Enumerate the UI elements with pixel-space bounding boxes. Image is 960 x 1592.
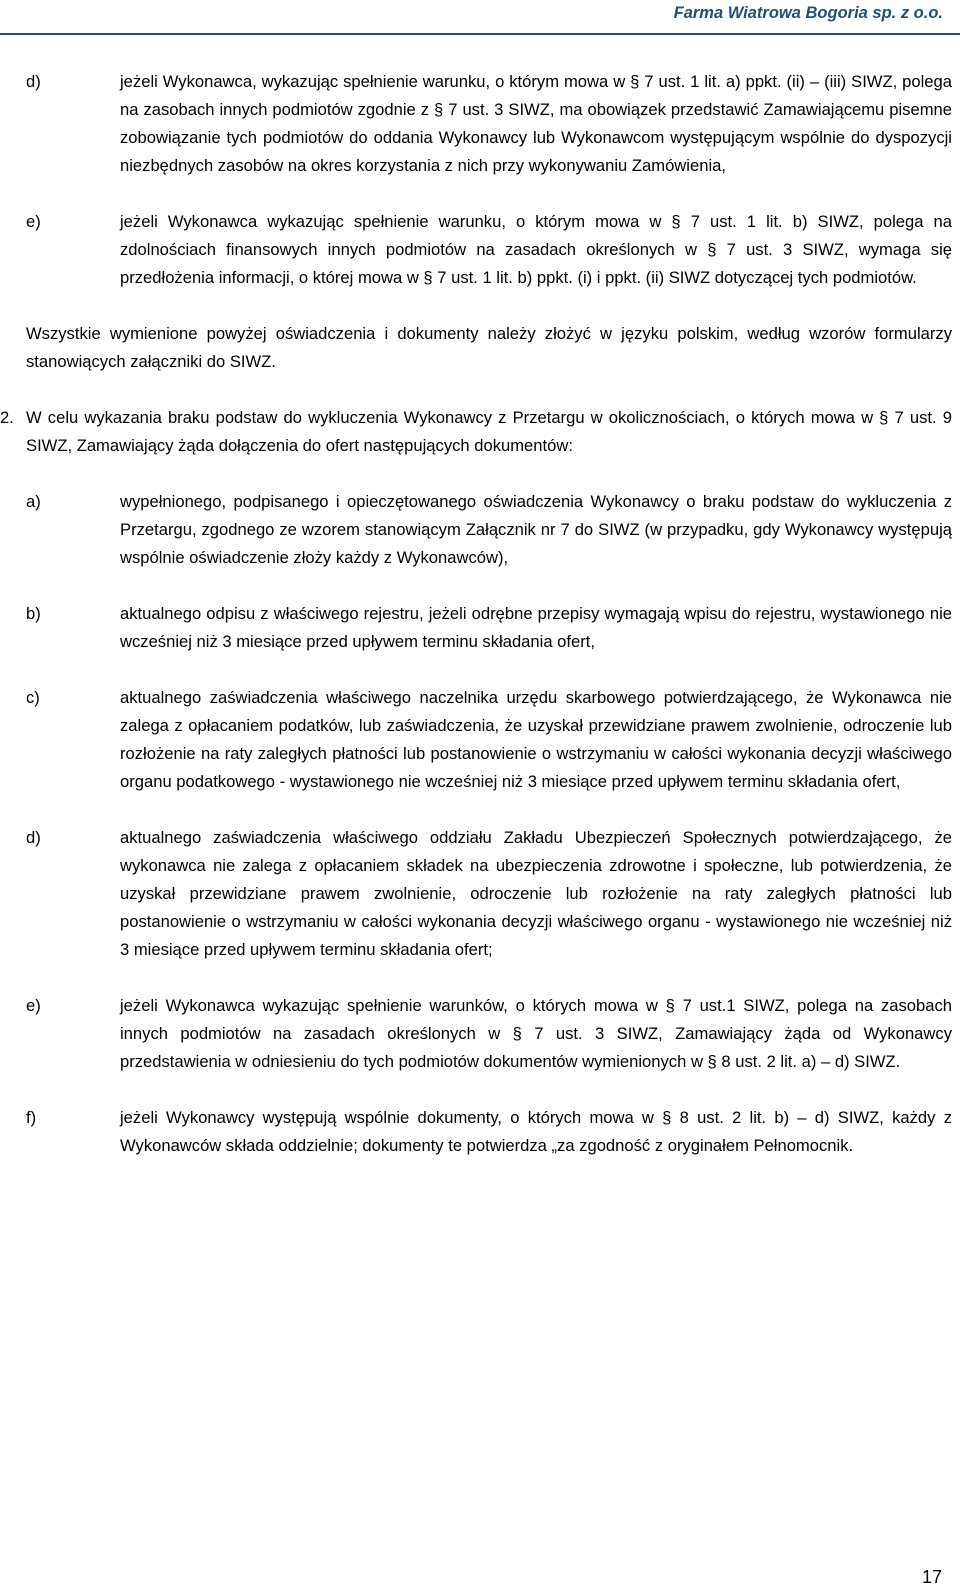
section-number: 2.	[0, 408, 14, 427]
list-item-b	[26, 600, 952, 656]
list-marker: f)	[26, 1108, 37, 1127]
list-item-c	[26, 684, 952, 796]
section-text: W celu wykazania braku podstaw do wykluczenia Wykonawcy z Przetargu w okolicznościach, o których mowa w § 7 ust. 9 SIWZ, Zamawiający żąda dołączenia do ofert następujących dokumentów:	[26, 408, 952, 455]
list-marker: d)	[26, 828, 41, 847]
list-marker: b)	[26, 604, 41, 623]
list-item-a	[26, 488, 952, 572]
list-marker: a)	[26, 492, 41, 511]
list-item-f	[26, 1104, 952, 1160]
list-item-d-top	[26, 68, 952, 180]
list-item-e-top	[26, 208, 952, 292]
list-marker: e)	[26, 212, 41, 231]
section-2	[0, 404, 952, 460]
list-item-text: aktualnego odpisu z właściwego rejestru, jeżeli odrębne przepisy wymagają wpisu do rejestru, wystawionego nie wcześniej niż 3 miesiące przed upływem terminu składania ofert,	[120, 604, 952, 651]
statements-language-paragraph: Wszystkie wymienione powyżej oświadczenia i dokumenty należy złożyć w języku polskim, według wzorów formularzy stanowiących załączniki do SIWZ.	[26, 324, 952, 371]
list-item-text: jeżeli Wykonawca wykazując spełnienie warunku, o którym mowa w § 7 ust. 1 lit. b) SIWZ, polega na zdolnościach finansowych innych podmiotów na zasadach określonych w § 7 ust. 3 SIWZ, wymaga się przedłożenia informacji, o której mowa w § 7 ust. 1 lit. b) ppkt. (i) i ppkt. (ii) SIWZ dotyczącej tych podmiotów.	[120, 212, 952, 287]
list-marker: e)	[26, 996, 41, 1015]
list-item-text: aktualnego zaświadczenia właściwego oddziału Zakładu Ubezpieczeń Społecznych potwierdzającego, że wykonawca nie zalega z opłacaniem składek na ubezpieczenia zdrowotne i społeczne, lub potwierdzenia, że uzyskał przewidziane prawem zwolnienie, odroczenie lub rozłożenie na raty zaległych płatności lub postanowienie o wstrzymaniu w całości wykonania decyzji właściwego organu - wystawionego nie wcześniej niż 3 miesiące przed upływem terminu składania ofert;	[120, 828, 952, 959]
page-number: 17	[921, 1567, 942, 1587]
header-divider	[0, 33, 960, 35]
list-item-text: jeżeli Wykonawca wykazując spełnienie warunków, o których mowa w § 7 ust.1 SIWZ, polega na zasobach innych podmiotów na zasadach określonych w § 7 ust. 3 SIWZ, Zamawiający żąda od Wykonawcy przedstawienia w odniesieniu do tych podmiotów dokumentów wymienionych w § 8 ust. 2 lit. a) – d) SIWZ.	[120, 996, 952, 1071]
list-item-e	[26, 992, 952, 1076]
document-body	[0, 68, 952, 1188]
list-item-text: jeżeli Wykonawca, wykazując spełnienie warunku, o którym mowa w § 7 ust. 1 lit. a) ppkt. (ii) – (iii) SIWZ, polega na zasobach innych podmiotów zgodnie z § 7 ust. 3 SIWZ, ma obowiązek przedstawić Zamawiającemu pisemne zobowiązanie tych podmiotów do oddania Wykonawcy lub Wykonawcom występującym wspólnie do dyspozycji niezbędnych zasobów na okres korzystania z nich przy wykonywaniu Zamówienia,	[120, 72, 952, 175]
document-header-company: Farma Wiatrowa Bogoria sp. z o.o.	[673, 4, 943, 22]
list-item-text: jeżeli Wykonawcy występują wspólnie dokumenty, o których mowa w § 8 ust. 2 lit. b) – d) SIWZ, każdy z Wykonawców składa oddzielnie; dokumenty te potwierdza „za zgodność z oryginałem Pełnomocnik.	[120, 1108, 952, 1155]
list-item-d	[26, 824, 952, 964]
list-item-text: aktualnego zaświadczenia właściwego naczelnika urzędu skarbowego potwierdzającego, że Wykonawca nie zalega z opłacaniem podatków, lub zaświadczenia, że uzyskał przewidziane prawem zwolnienie, odroczenie lub rozłożenie na raty zaległych płatności lub postanowienie o wstrzymaniu w całości wykonania decyzji właściwego organu podatkowego - wystawionego nie wcześniej niż 3 miesiące przed upływem terminu składania ofert,	[120, 688, 952, 791]
list-item-text: wypełnionego, podpisanego i opieczętowanego oświadczenia Wykonawcy o braku podstaw do wykluczenia z Przetargu, zgodnego ze wzorem stanowiącym Załącznik nr 7 do SIWZ (w przypadku, gdy Wykonawcy występują wspólnie oświadczenie złoży każdy z Wykonawców),	[120, 492, 952, 567]
list-marker: d)	[26, 72, 41, 91]
list-marker: c)	[26, 688, 40, 707]
